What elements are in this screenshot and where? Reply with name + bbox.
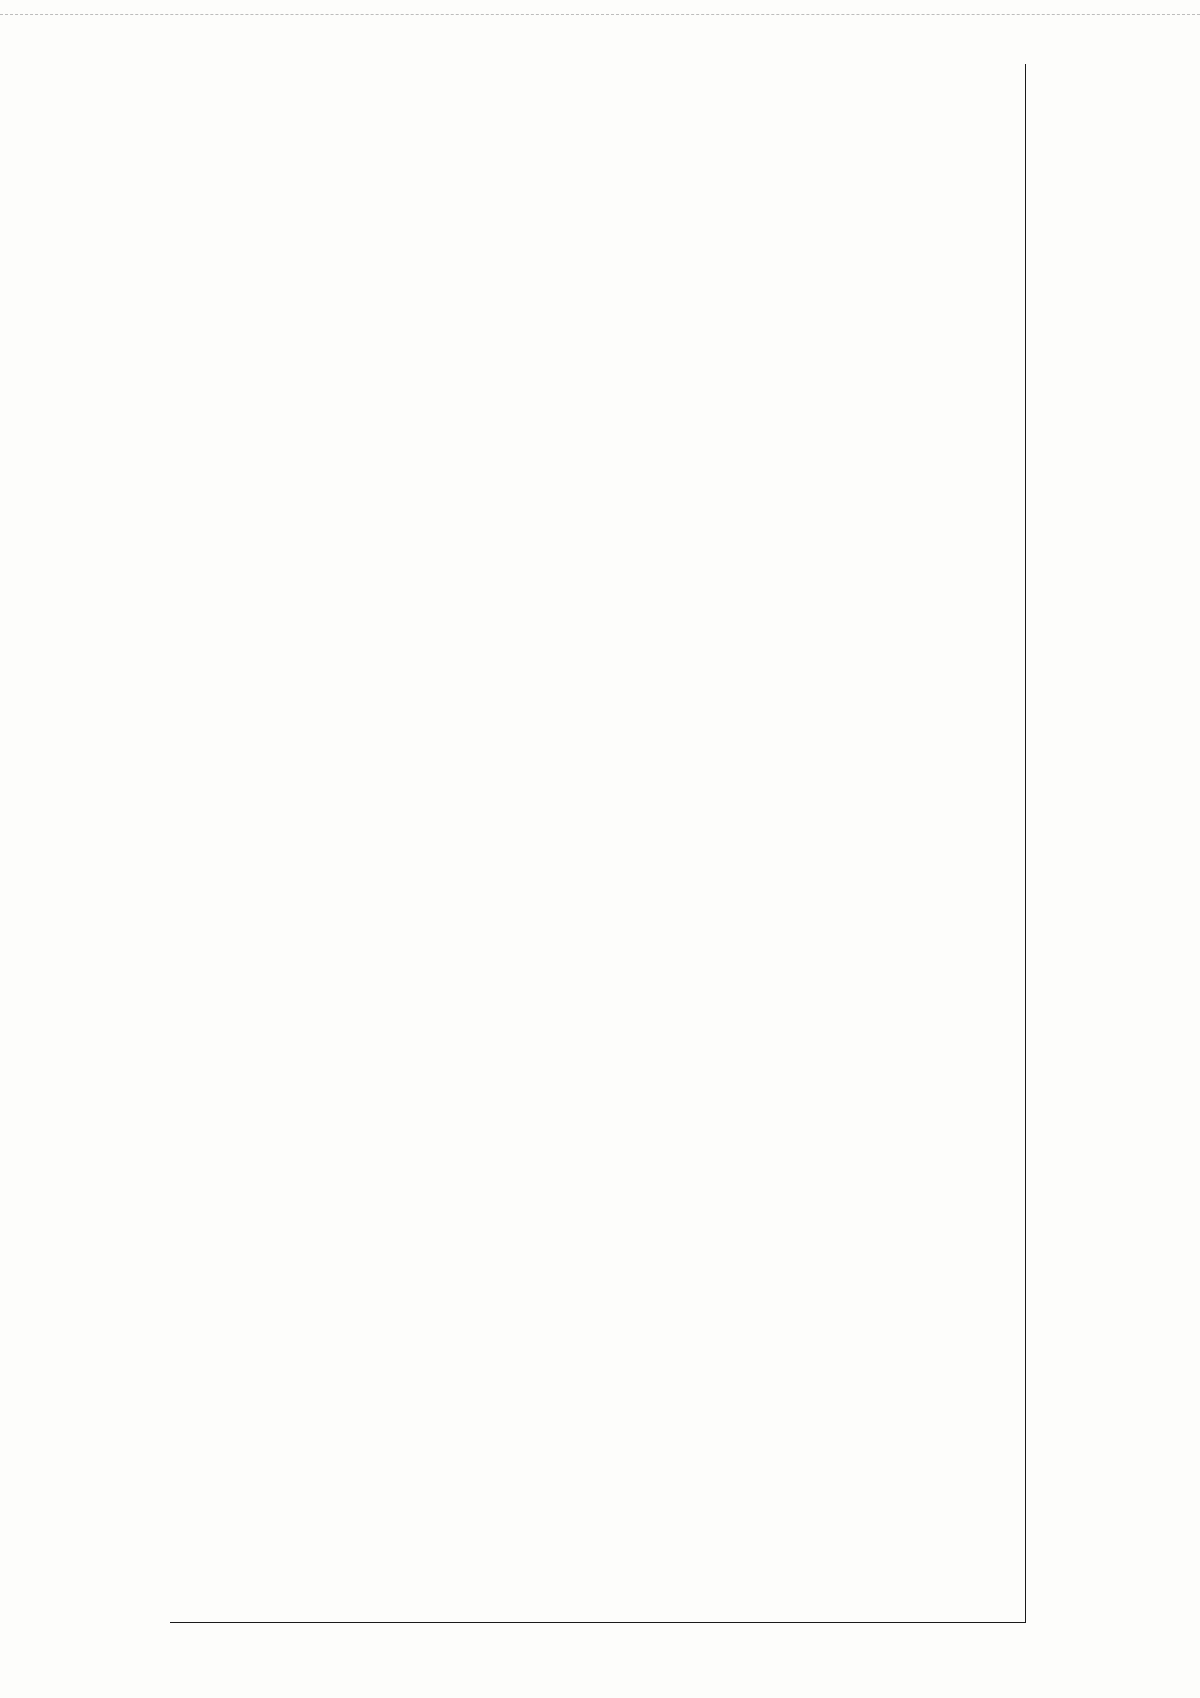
data-table [170, 64, 1026, 1623]
scan-edge-line [0, 14, 1200, 15]
